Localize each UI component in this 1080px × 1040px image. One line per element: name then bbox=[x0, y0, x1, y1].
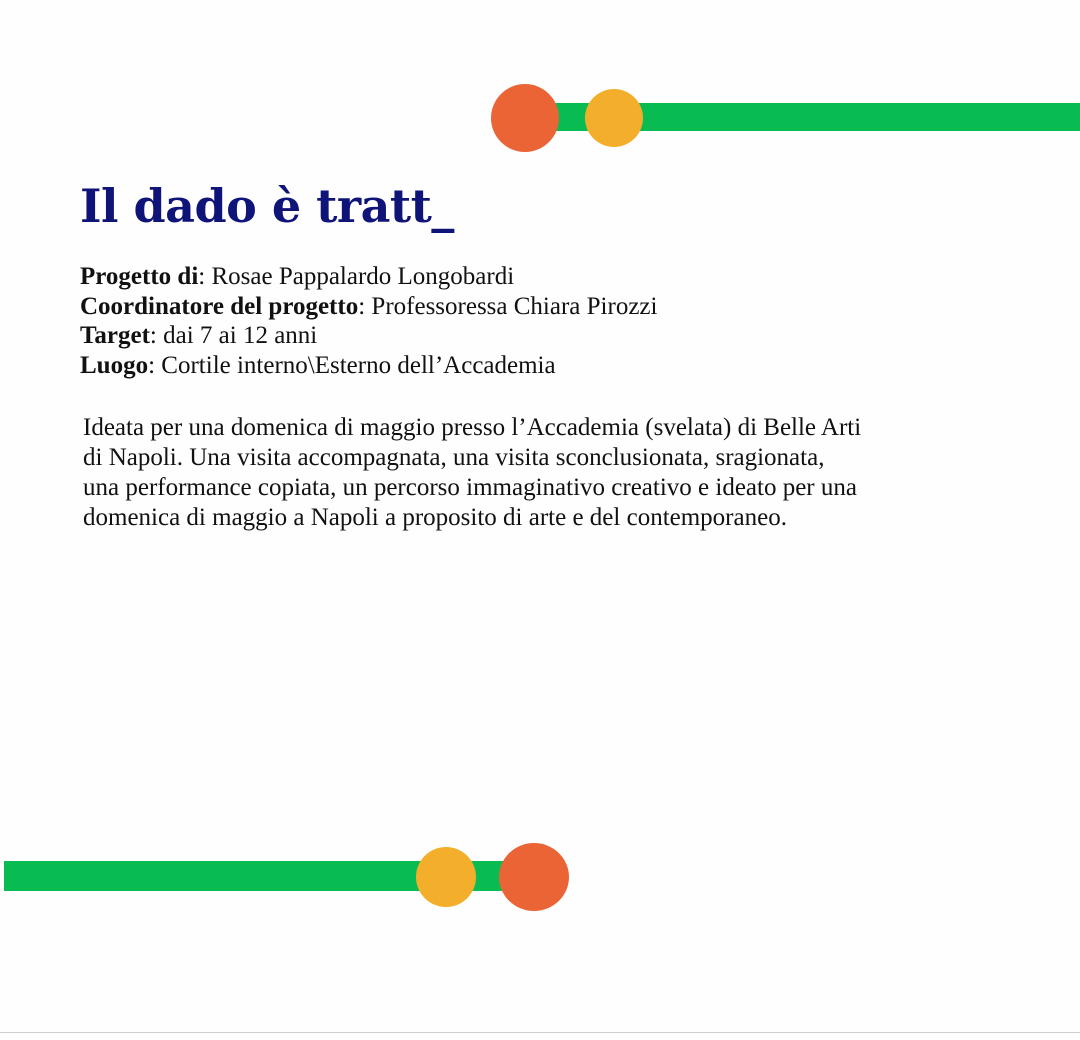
bottom-orange-dot bbox=[499, 843, 569, 911]
description-line: Ideata per una domenica di maggio presso l’Accademia (svelata) di Belle Arti bbox=[83, 414, 862, 441]
project-info bbox=[80, 262, 657, 380]
info-value: Professoressa Chiara Pirozzi bbox=[371, 292, 658, 320]
page-title: Il dado è tratt_ bbox=[80, 179, 454, 233]
top-orange-dot bbox=[491, 84, 559, 152]
info-row-location: Luogo: Cortile interno\Esterno dell’Accademia bbox=[80, 351, 556, 379]
info-row-project-by: Progetto di: Rosae Pappalardo Longobardi bbox=[80, 263, 515, 290]
info-row-coordinator: Coordinatore del progetto: Professoressa Chiara Pirozzi bbox=[80, 292, 658, 320]
info-label: Progetto di bbox=[80, 263, 199, 290]
bottom-divider bbox=[0, 1032, 1080, 1033]
description-line: una performance copiata, un percorso immaginativo creativo e ideato per una bbox=[83, 474, 857, 501]
top-yellow-dot bbox=[585, 89, 643, 147]
info-value: Rosae Pappalardo Longobardi bbox=[211, 263, 515, 290]
bottom-yellow-dot bbox=[416, 847, 476, 907]
info-value: Cortile interno\Esterno dell’Accademia bbox=[161, 351, 556, 379]
info-value: dai 7 ai 12 anni bbox=[163, 322, 318, 349]
info-row-target: Target: dai 7 ai 12 anni bbox=[80, 322, 318, 349]
description-line: domenica di maggio a Napoli a proposito di arte e del contemporaneo. bbox=[83, 504, 787, 531]
info-label: Luogo bbox=[80, 351, 149, 379]
info-label: Target bbox=[80, 322, 150, 349]
description-paragraph bbox=[83, 413, 1023, 533]
info-label: Coordinatore del progetto bbox=[80, 292, 359, 320]
description-line: di Napoli. Una visita accompagnata, una visita sconclusionata, sragionata, bbox=[83, 444, 825, 471]
